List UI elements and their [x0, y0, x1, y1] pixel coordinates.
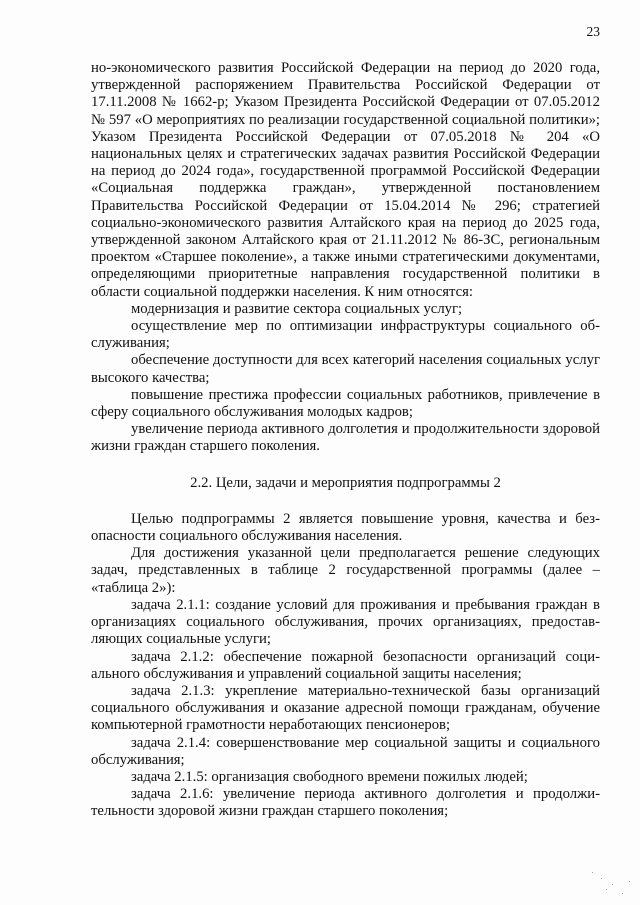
scan-speck [622, 893, 623, 894]
direction-item: обеспечение доступности для всех категорий населения социальных услуг высокого качества; [91, 352, 600, 386]
direction-item: осуществление мер по оптимизации инфраструктуры социального обслуживания; [91, 318, 600, 352]
task-item: задача 2.1.5: организация свободного времени пожилых людей; [131, 768, 528, 785]
scan-speck [629, 881, 630, 882]
scan-speck [606, 889, 607, 890]
scan-speck [601, 878, 602, 879]
scan-speck [592, 872, 593, 873]
direction-item: повышение престижа профессии социальных работников, привлечение в сферу социального обслуживания молодых кадров; [91, 386, 600, 421]
goal-paragraph: Целью подпрограммы 2 является повышение уровня, качества и безопасности социального обслуживания населения. [91, 510, 600, 545]
direction-item: модернизация и развитие сектора социальных услуг; [131, 300, 463, 317]
task-item: задача 2.1.6: увеличение периода активного долголетия и продолжительности здоровой жизни граждан старшего поколения; [91, 786, 600, 820]
intro-paragraph: но-экономического развития Российской Федерации на период до 2020 года, утвержденной распоряжением Правительства Российской Федерации от 17.11.2008 № 1662-р; Указом Президента Российской Федерации от 07.05.2012 № 597 «О мероприятиях по реализации государственной социальной политики»; Указом Президента Российской Федерации от 07.05.2018 № 204 «О национальных целях и стратегических задачах развития Российской Федерации на период до 2024 года», государственной программой Российской Федерации «Социальная поддержка граждан», утвержденной постановлением Правительства Российской Федерации от 15.04.2014 № 296; стратегией социально-экономического развития Алтайского края на период до 2025 года, утвержденной законом Алтайского края от 21.11.2012 № 86-ЗС, региональным проектом «Старшее поколение», а также иными стратегическими документами, определяющими приоритетные направления государственной политики в области социальной поддержки населения. К ним относятся: [91, 60, 600, 300]
tasks-intro-paragraph: Для достижения указанной цели предполагается решение следующих задач, представленных в таблице 2 государственной программы (далее – «таблица 2»): [91, 545, 600, 596]
task-item: задача 2.1.3: укрепление материально-технической базы организаций социального обслуживания и оказание адресной помощи гражданам, обучение компьютерной грамотности неработающих пенсионеров; [91, 682, 600, 734]
direction-item: увеличение периода активного долголетия и продолжительности здоровой жизни граждан старшего поколения. [91, 421, 600, 455]
scan-speck [612, 884, 613, 885]
page-body [91, 60, 600, 821]
page-number: 23 [586, 24, 600, 39]
section-heading: 2.2. Цели, задачи и мероприятия подпрограммы 2 [190, 474, 501, 491]
task-item: задача 2.1.2: обеспечение пожарной безопасности организаций социального обслуживания и управлений социальной защиты населения; [91, 648, 600, 682]
task-item: задача 2.1.4: совершенствование мер социальной защиты и социального обслуживания; [91, 734, 600, 768]
task-item: задача 2.1.1: создание условий для проживания и пребывания граждан в организациях социального обслуживания, прочих организациях, предоставляющих социальные услуги; [91, 596, 600, 648]
